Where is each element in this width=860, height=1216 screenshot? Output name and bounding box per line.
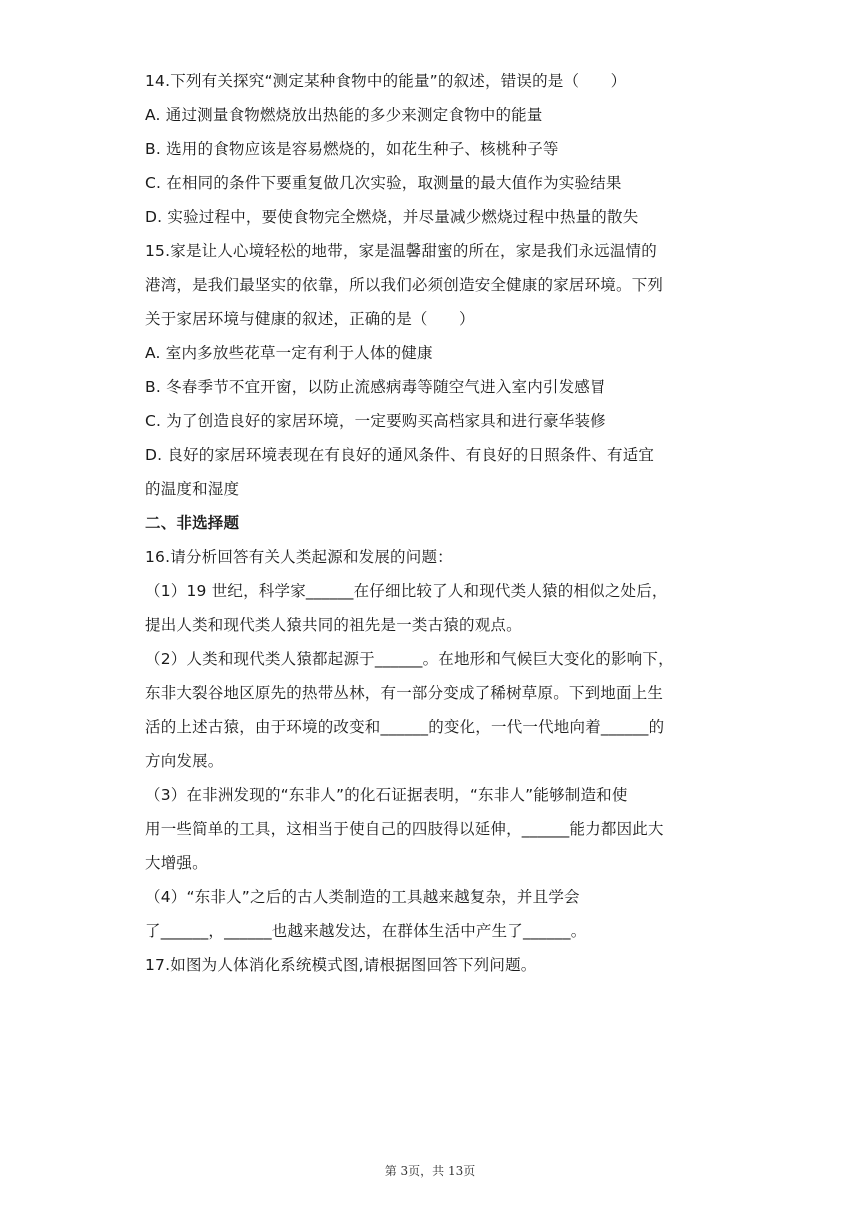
- q14-option-a: A. 通过测量食物燃烧放出热能的多少来测定食物中的能量: [145, 106, 543, 124]
- q16-part3-line-1: （3）在非洲发现的“东非人”的化石证据表明，“东非人”能够制造和使: [145, 786, 628, 804]
- section-heading: 二、非选择题: [145, 514, 240, 532]
- q16-part2-line-3: 活的上述古猿，由于环境的改变和______的变化，一代一代地向着______的: [145, 718, 665, 736]
- q15-option-c: C. 为了创造良好的家居环境，一定要购买高档家具和进行豪华装修: [145, 412, 606, 430]
- q15-stem-line-1: 15.家是让人心境轻松的地带，家是温馨甜蜜的所在，家是我们永远温情的: [145, 242, 657, 260]
- q15-stem-line-3: 关于家居环境与健康的叙述，正确的是（ ）: [145, 310, 475, 328]
- q16-part2-line-1: （2）人类和现代类人猿都起源于______。在地形和气候巨大变化的影响下，: [145, 650, 674, 668]
- q15-option-d-line-2: 的温度和湿度: [145, 480, 240, 498]
- q16-stem: 16.请分析回答有关人类起源和发展的问题：: [145, 548, 453, 566]
- document-body: [145, 64, 725, 982]
- q15-stem-line-2: 港湾，是我们最坚实的依靠，所以我们必须创造安全健康的家居环境。下列: [145, 276, 664, 294]
- q14-stem: 14.下列有关探究“测定某种食物中的能量”的叙述，错误的是（ ）: [145, 72, 627, 90]
- q16-part4-line-2: 了______，______也越来越发达，在群体生活中产生了______。: [145, 922, 587, 940]
- q16-part3-line-3: 大增强。: [145, 854, 208, 872]
- q16-part3-line-2: 用一些简单的工具，这相当于使自己的四肢得以延伸，______能力都因此大: [145, 820, 664, 838]
- q15-option-a: A. 室内多放些花草一定有利于人体的健康: [145, 344, 433, 362]
- q14-option-b: B. 选用的食物应该是容易燃烧的，如花生种子、核桃种子等: [145, 140, 559, 158]
- q14-option-c: C. 在相同的条件下要重复做几次实验，取测量的最大值作为实验结果: [145, 174, 622, 192]
- q17-stem: 17.如图为人体消化系统模式图,请根据图回答下列问题。: [145, 956, 537, 974]
- q15-option-b: B. 冬春季节不宜开窗，以防止流感病毒等随空气进入室内引发感冒: [145, 378, 606, 396]
- q16-part4-line-1: （4）“东非人”之后的古人类制造的工具越来越复杂，并且学会: [145, 888, 580, 906]
- q16-part2-line-4: 方向发展。: [145, 752, 224, 770]
- q16-part2-line-2: 东非大裂谷地区原先的热带丛林，有一部分变成了稀树草原。下到地面上生: [145, 684, 664, 702]
- page-footer: 第 3页，共 13页: [384, 1164, 476, 1178]
- q16-part1-line-2: 提出人类和现代类人猿共同的祖先是一类古猿的观点。: [145, 616, 522, 634]
- q14-option-d: D. 实验过程中，要使食物完全燃烧，并尽量减少燃烧过程中热量的散失: [145, 208, 639, 226]
- q16-part1-line-1: （1）19 世纪，科学家______在仔细比较了人和现代类人猿的相似之处后，: [145, 582, 668, 600]
- q15-option-d-line-1: D. 良好的家居环境表现在有良好的通风条件、有良好的日照条件、有适宜: [145, 446, 655, 464]
